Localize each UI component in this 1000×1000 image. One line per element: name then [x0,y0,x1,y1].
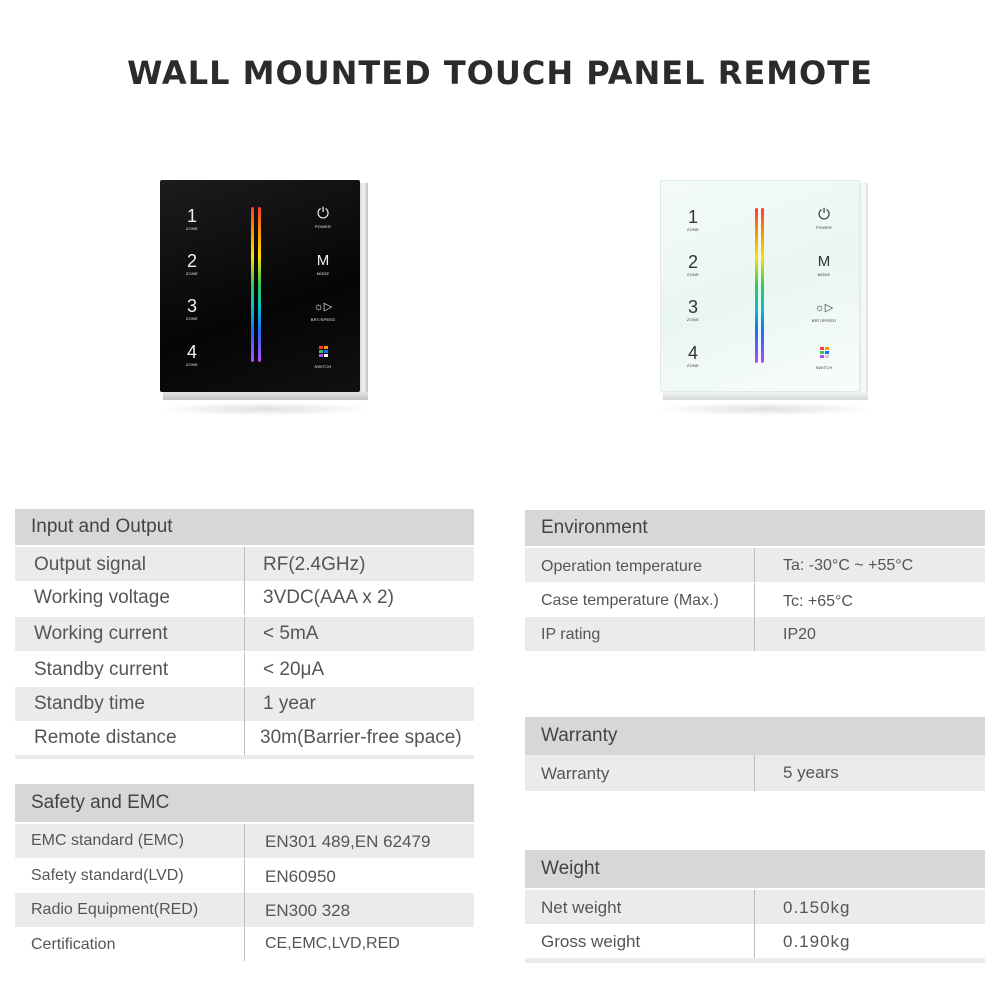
table-footer-strip [15,755,474,759]
panel-shadow [156,402,374,416]
spec-value: Ta: -30°C ~ +55°C [783,557,914,574]
spec-value: 5 years [783,763,839,782]
spec-value: 30m(Barrier-free space) [260,727,462,748]
zone-number: 3 [687,297,698,317]
zone-label: ZONE [686,317,700,322]
mode-icon: M [817,253,831,270]
column-divider [244,687,245,721]
column-divider [754,755,755,791]
control-label: SWITCH [815,365,833,370]
table-header: Environment [525,510,985,546]
zone-number: 1 [687,207,698,227]
column-divider [244,824,245,858]
panel-face [160,180,360,392]
panel-edge [163,392,368,400]
spec-label: Net weight [541,898,622,917]
spec-label: Certification [31,936,116,953]
spec-value: EN60950 [265,867,336,886]
control-label: BRT/SPEED [310,317,336,322]
spec-label: Case temperature (Max.) [541,592,719,609]
mode-icon: M [316,252,330,269]
column-divider [244,617,245,651]
table-row [525,617,985,651]
table-row [15,859,474,893]
table-row [525,890,985,924]
page-title: WALL MOUNTED TOUCH PANEL REMOTE [127,54,873,92]
panel-face [660,180,860,392]
spec-label: Working voltage [34,587,170,608]
power-icon: ⏻ [317,205,329,222]
control-label: SWITCH [314,364,332,369]
panel-edge [860,183,868,395]
zone-label: ZONE [686,363,700,368]
rgb-color-slider[interactable] [258,207,261,362]
table-row [525,583,985,617]
color-switch-button[interactable] [310,343,336,369]
brightness-speed-button[interactable] [310,298,336,322]
table-row [15,652,474,686]
spec-value: 0.190kg [783,932,851,951]
zone-label: ZONE [686,227,700,232]
zone-number: 2 [687,252,698,272]
zone-number: 1 [186,206,197,226]
color-switch-button[interactable] [811,344,837,370]
mode-button[interactable] [811,253,837,277]
control-label: POWER [314,224,332,229]
table-row [15,547,474,581]
column-divider [754,924,755,958]
table-row [15,927,474,961]
color-switch-icon [820,347,829,359]
warranty-table [525,717,985,793]
color-switch-icon [319,346,328,358]
spec-value: 3VDC(AAA x 2) [263,587,394,608]
zone-number: 4 [186,342,197,362]
column-divider [244,893,245,927]
power-icon: ⏻ [818,206,830,223]
table-row [525,924,985,958]
zone-2-button[interactable] [685,253,701,277]
table-row [15,824,474,858]
brightness-speed-icon: ☼▷ [313,301,333,313]
environment-table [525,510,985,652]
brightness-speed-button[interactable] [811,299,837,323]
spec-label: Safety standard(LVD) [31,867,184,884]
column-divider [754,583,755,617]
column-divider [244,927,245,961]
panel-edge [663,392,868,400]
zone-label: ZONE [185,316,199,321]
spec-value: 1 year [263,693,316,714]
table-header: Safety and EMC [15,784,474,822]
rgb-color-slider[interactable] [755,208,758,363]
control-label: MODE [817,272,831,277]
zone-number: 2 [186,251,197,271]
zone-3-button[interactable] [184,297,200,321]
brightness-speed-icon: ☼▷ [814,302,834,314]
spec-label: Output signal [34,554,146,575]
zone-label: ZONE [185,271,199,276]
column-divider [244,547,245,581]
rgb-color-slider[interactable] [761,208,764,363]
column-divider [754,617,755,651]
spec-value: Tc: +65°C [783,593,853,610]
column-divider [244,721,245,755]
spec-label: EMC standard (EMC) [31,832,184,849]
spec-value: RF(2.4GHz) [263,554,366,575]
table-row [15,581,474,615]
input-output-table [15,509,474,759]
table-footer-strip [525,958,985,963]
table-row [15,687,474,721]
column-divider [244,859,245,893]
spec-label: IP rating [541,626,601,643]
zone-1-button[interactable] [685,208,701,232]
table-header: Warranty [525,717,985,755]
zone-4-button[interactable] [184,343,200,367]
zone-4-button[interactable] [685,344,701,368]
table-row [525,548,985,582]
zone-1-button[interactable] [184,207,200,231]
spec-label: Standby current [34,659,169,680]
column-divider [754,548,755,582]
spec-label: Remote distance [34,727,177,748]
zone-label: ZONE [686,272,700,277]
table-row [15,617,474,651]
rgb-color-slider[interactable] [251,207,254,362]
table-header: Input and Output [15,509,474,545]
panel-shadow [656,402,874,416]
zone-number: 4 [687,343,698,363]
zone-label: ZONE [185,362,199,367]
spec-value: 0.150kg [783,898,851,917]
spec-value: EN300 328 [265,901,351,920]
spec-label: Warranty [541,764,610,783]
table-row [15,893,474,927]
spec-label: Working current [34,623,168,644]
zone-number: 3 [186,296,197,316]
column-divider [244,581,245,615]
spec-label: Standby time [34,693,145,714]
spec-value: EN301 489,EN 62479 [265,832,431,851]
black-touch-panel [160,180,370,402]
spec-value: < 5mA [263,623,319,644]
weight-table [525,850,985,965]
zone-label: ZONE [185,226,199,231]
zone-3-button[interactable] [685,298,701,322]
control-label: MODE [316,271,330,276]
control-label: POWER [815,225,833,230]
spec-label: Radio Equipment(RED) [31,901,199,918]
mode-button[interactable] [310,252,336,276]
power-button[interactable] [811,206,837,230]
column-divider [754,890,755,924]
spec-label: Gross weight [541,932,641,951]
table-row [525,755,985,791]
table-row [15,721,474,755]
control-label: BRT/SPEED [811,318,837,323]
spec-value: < 20μA [263,659,325,680]
spec-label: Operation temperature [541,558,702,575]
power-button[interactable] [310,205,336,229]
spec-value: IP20 [783,626,816,643]
zone-2-button[interactable] [184,252,200,276]
table-header: Weight [525,850,985,888]
safety-emc-table [15,784,474,962]
panel-edge [360,183,368,395]
white-touch-panel [660,180,870,402]
column-divider [244,652,245,686]
spec-value: CE,EMC,LVD,RED [265,935,400,952]
